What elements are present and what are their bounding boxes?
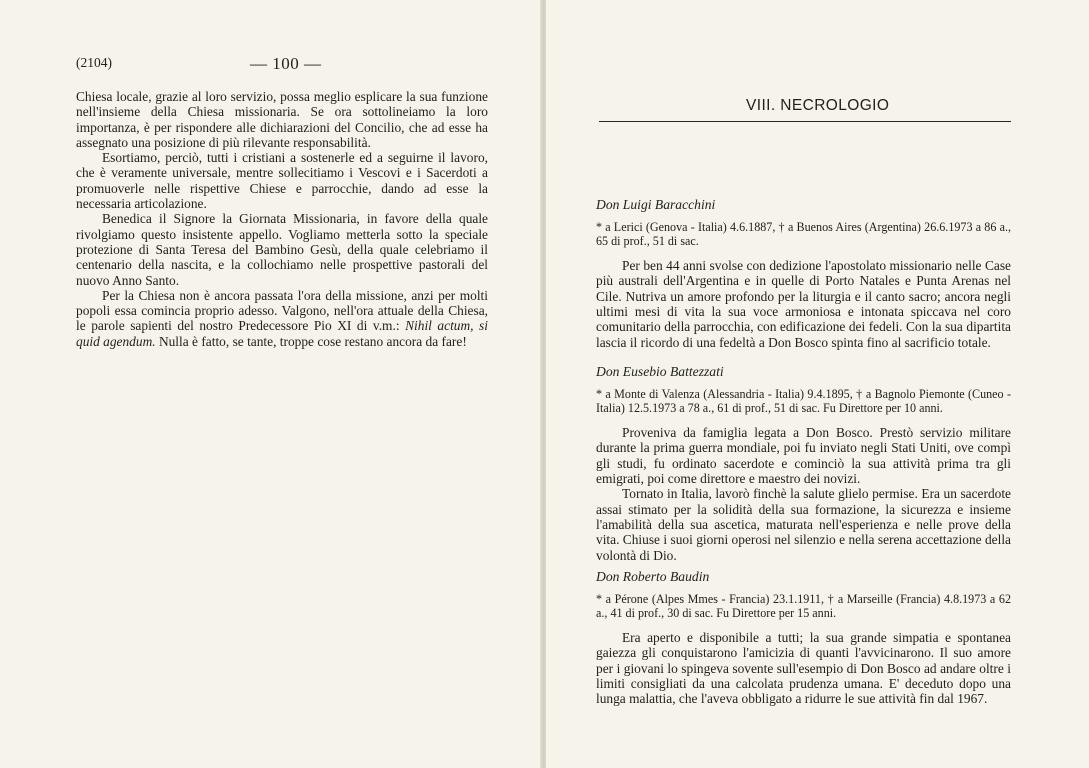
left-page (0, 0, 543, 768)
obituary-entry (596, 364, 1011, 563)
obituary-text: Tornato in Italia, lavorò finchè la salute glielo permise. Era un sacerdote assai stimato per la solidità della sua formazione, la sicurezza e insieme l'amabilità della sua ascetica, maturata nell'esperienza e nelle prove della vita. Chiuse i suoi giorni operosi nel silenzio e nella serena accettazione della volontà di Dio. (596, 486, 1011, 563)
latin-quote: Nihil actum, si quid agendum. (76, 318, 488, 349)
page-code: (2104) (76, 55, 112, 70)
right-page (546, 0, 1089, 768)
paragraph: Benedica il Signore la Giornata Missionaria, in favore della quale rivolgiamo questo insistente appello. Vogliamo metterla sotto la speciale protezione di Santa Teresa del Bambino Gesù, della quale celebriamo il centenario della nascita, e la collochiamo nelle prospettive pastorali del nuovo Anno Santo. (76, 211, 488, 288)
obituary-entry (596, 569, 1011, 707)
obituary-name: Don Luigi Baracchini (596, 197, 716, 212)
obituary-text: Era aperto e disponibile a tutti; la sua grande simpatia e spontanea gaiezza gli conquistarono l'amicizia di quanti l'avvicinarono. Il suo amore per i giovani lo spingeva sovente sull'esempio di Don Bosco ad andare oltre i limiti consigliati da una calcolata prudenza umana. E' deceduto dopo una lunga malattia, che l'aveva obbligato a ridurre le sue attività fin dal 1967. (596, 630, 1011, 707)
obituary-dates: * a Pérone (Alpes Mmes - Francia) 23.1.1911, † a Marseille (Francia) 4.8.1973 a 62 a., 41 di prof., 30 di sac. Fu Direttore per 15 anni. (596, 592, 1011, 620)
obituary-name: Don Roberto Baudin (596, 569, 710, 584)
obituary-dates: * a Lerici (Genova - Italia) 4.6.1887, † a Buenos Aires (Argentina) 26.6.1973 a 86 a., 65 di prof., 51 di sac. (596, 220, 1011, 248)
closing-text-end: Nulla è fatto, se tante, troppe cose restano ancora da fare! (155, 333, 467, 349)
obituary-dates: * a Monte di Valenza (Alessandria - Italia) 9.4.1895, † a Bagnolo Piemonte (Cuneo - Italia) 12.5.1973 a 78 a., 61 di prof., 51 di sac. Fu Direttore per 10 anni. (596, 387, 1011, 415)
obituary-text: Proveniva da famiglia legata a Don Bosco. Prestò servizio militare durante la prima guerra mondiale, poi fu inviato negli Stati Uniti, ove compì gli studi, fu ordinato sacerdote e cominciò la sua attività prima tra gli emigrati, poi come direttore e maestro dei novizi. (596, 425, 1011, 487)
closing-text: Per la Chiesa non è ancora passata l'ora della missione, anzi per molti popoli essa comincia proprio adesso. Valgono, nell'ora attuale della Chiesa, le parole sapienti del nostro Predecessore Pio XI di v.m.: (76, 287, 488, 334)
obituary-name: Don Eusebio Battezzati (596, 364, 724, 379)
paragraph-closing (76, 288, 488, 349)
obituary-text: Per ben 44 anni svolse con dedizione l'apostolato missionario nelle Case più australi dell'Argentina e in quelle di Porto Natales e Punta Arenas nel Cile. Nutriva un amore profondo per la liturgia e il canto sacro; ancora negli ultimi mesi di vita la sua voce armoniosa e intonata spiccava nel coro comunitario della parrocchia, con edificazione dei fedeli. Con la sua dipartita lascia il ricordo di una fedeltà a Don Bosco spinta fino al sacrificio totale. (596, 258, 1011, 350)
section-title: VIII. NECROLOGIO (746, 97, 890, 114)
paragraph: Chiesa locale, grazie al loro servizio, possa meglio esplicare la sua funzione nell'insieme della Chiesa missionaria. Se ora sottolineiamo la loro importanza, è per rispondere alle dichiarazioni del Concilio, che ad esse ha assegnato una posizione di più rilevante responsabilità. (76, 89, 488, 150)
left-page-header (76, 55, 496, 79)
left-page-body (76, 89, 488, 349)
paragraph: Esortiamo, perciò, tutti i cristiani a sostenerle ed a seguirne il lavoro, che è veramente universale, mentre sollecitiamo i Vescovi e i Sacerdoti a promuoverle nelle rispettive Chiese e parrocchie, dando ad esse la necessaria articolazione. (76, 150, 488, 212)
section-rule (599, 121, 1011, 122)
page-number: — 100 — (250, 54, 322, 73)
obituary-entry (596, 197, 1011, 350)
